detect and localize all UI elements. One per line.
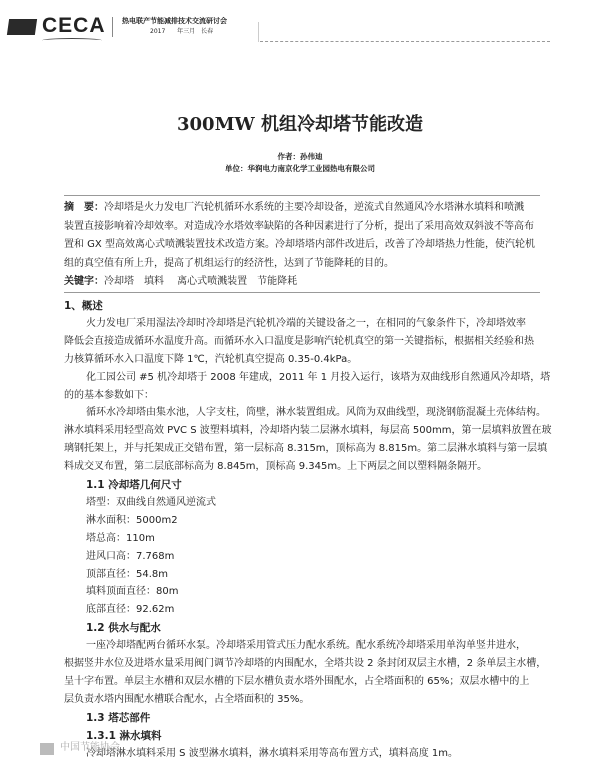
spec-item: 塔型：双曲线自然通风逆流式 <box>86 496 216 508</box>
header-line <box>260 41 550 42</box>
paragraph-line: 璃钢托架上，并与托架成正交错布置，第一层标高 8.315m，顶标高为 8.815m。第二层淋水填料与第一层填 <box>64 443 548 455</box>
rule-top <box>64 195 540 196</box>
rule-bottom <box>64 292 540 293</box>
abstract-text: 冷却塔是火力发电厂汽轮机循环水系统的主要冷却设备，逆流式自然通风冷水塔淋水填料和喷溅 <box>104 202 524 213</box>
footer-mark <box>40 743 54 755</box>
keywords-line <box>64 276 540 288</box>
paragraph-line: 呈十字布置。单层主水槽和双层水槽的下层水槽负责水塔外围配水，占全塔面积的 65%；双层水槽中的上 <box>64 675 530 687</box>
subsection-heading: 1.3.1 淋水填料 <box>86 729 162 742</box>
spec-item: 淋水面积：5000m2 <box>86 514 178 526</box>
paragraph-line: 的的基本参数如下： <box>64 389 154 401</box>
paper-title: 300MW 机组冷却塔节能改造 <box>177 114 423 135</box>
paragraph-line: 火力发电厂采用湿法冷却时冷却塔是汽轮机冷端的关键设备之一，在相同的气象条件下，冷却塔效率 <box>86 317 526 329</box>
abstract-line <box>64 202 540 214</box>
paragraph-line: 一座冷却塔配两台循环水泵。冷却塔采用管式压力配水系统。配水系统冷却塔采用单沟单竖井进水， <box>86 640 526 652</box>
paragraph-line: 根据竖井水位及进塔水量采用阀门调节冷却塔的内围配水，全塔共设 2 条封闭双层主水槽，2 条单层主水槽， <box>64 658 547 669</box>
abstract-line: 置和 GX 型高效离心式喷溅装置技术改造方案。冷却塔塔内部件改进后，改善了冷却塔热力性能，使汽轮机 <box>64 239 535 250</box>
section-heading: 1、概述 <box>64 300 103 312</box>
spec-item: 塔总高：110m <box>86 532 155 544</box>
keywords-value: 冷却塔 填料 离心式喷溅装置 节能降耗 <box>104 276 298 287</box>
ceca-logo: CECA <box>42 14 106 37</box>
spec-item: 填料顶面直径：80m <box>86 586 179 598</box>
conference-name: 热电联产节能减排技术交流研讨会 <box>122 17 227 25</box>
paragraph-line: 循环水冷却塔由集水池，人字支柱，筒壁，淋水装置组成。风筒为双曲线型，现浇钢筋混凝土壳体结构。 <box>86 407 546 419</box>
paragraph-line: 冷却塔淋水填料采用 S 波型淋水填料，淋水填料采用等高布置方式，填料高度 1m。 <box>86 747 458 759</box>
keywords-label: 关键字： <box>64 276 104 287</box>
abstract-line: 装置直接影响着冷却效率。对造成冷水塔效率缺陷的各种因素进行了分析，提出了采用高效双斜波不等高布 <box>64 220 534 232</box>
paragraph-line: 层负责水塔内围配水槽联合配水，占全塔面积的 35%。 <box>64 693 310 705</box>
header-divider <box>112 17 113 37</box>
conference-date-place: 2017 年三月 长春 <box>150 28 214 35</box>
subsection-heading: 1.1 冷却塔几何尺寸 <box>86 479 182 491</box>
subsection-heading: 1.2 供水与配水 <box>86 622 161 635</box>
affiliation: 单位：华润电力南京化学工业园热电有限公司 <box>225 164 375 173</box>
abstract-line: 组的真空值有所上升，提高了机组运行的经济性，达到了节能降耗的目的。 <box>64 257 394 269</box>
spec-item: 进风口高：7.768m <box>86 550 175 562</box>
abstract-label: 摘 要： <box>64 202 104 213</box>
paragraph-line: 淋水填料采用轻型高效 PVC S 波塑料填料，冷却塔内装二层淋水填料，每层高 500mm，第一层填料放置在玻 <box>64 425 552 437</box>
author: 作者：孙伟迪 <box>277 152 323 161</box>
header-tick <box>258 22 259 42</box>
paragraph-line: 力核算循环水入口温度下降 1℃，汽轮机真空提高 0.35-0.4kPa。 <box>64 353 358 365</box>
paragraph-line: 降低会直接造成循环水温度升高。而循环水入口温度是影响汽轮机真空的第一关键指标，根据相关经验和热 <box>64 335 534 347</box>
logo-mark <box>7 19 37 35</box>
footer-text: 中国节能协会 <box>60 742 120 753</box>
spec-item: 顶部直径：54.8m <box>86 568 169 580</box>
paragraph-line: 料成交叉布置，第二层底部标高为 8.845m，顶标高 9.345m。上下两层之间以塑料隔条隔开。 <box>64 461 488 473</box>
subsection-heading: 1.3 塔芯部件 <box>86 711 151 724</box>
paragraph-line: 化工园公司 #5 机冷却塔于 2008 年建成，2011 年 1 月投入运行，该塔为双曲线形自然通风冷却塔，塔 <box>86 371 551 383</box>
logo-swoosh <box>42 38 102 43</box>
spec-item: 底部直径：92.62m <box>86 604 175 616</box>
